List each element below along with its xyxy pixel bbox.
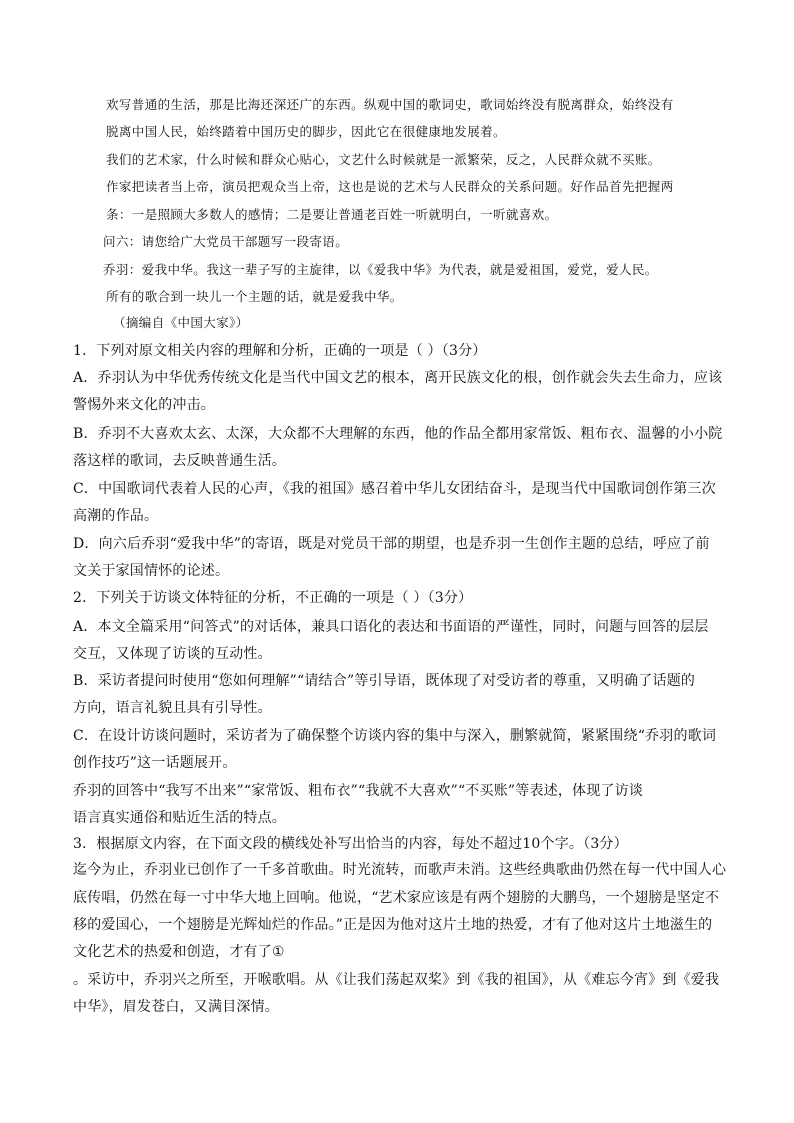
passage-line: 作家把读者当上帝，演员把观众当上帝，这也是说的艺术与人民群众的关系问题。好作品首先把握两 <box>106 179 674 194</box>
question-2-option-a: 交互，又体现了访谈的互动性。 <box>73 646 272 662</box>
question-2-option-c: C．在设计访谈问题时，采访者为了确保整个访谈内容的集中与深入，删繁就简，紧紧围绕“乔羽的歌词 <box>73 728 717 744</box>
question-1-option-c: C．中国歌词代表着人民的心声，《我的祖国》感召着中华儿女团结奋斗，是现当代中国歌词创作第三次 <box>73 481 716 497</box>
passage-line: 乔羽：爱我中华。我这一辈子写的主旋律，以《爱我中华》为代表，就是爱祖国，爱党，爱人民。 <box>103 262 658 277</box>
question-3-paragraph-with-blank <box>73 942 723 962</box>
question-2-option-c: 创作技巧”这一话题展开。 <box>73 755 237 771</box>
question-1-option-b: B．乔羽不大喜欢太玄、太深，大众都不大理解的东西，他的作品全都用家常饭、粗布衣、温馨的小小院 <box>73 426 723 442</box>
question-3-paragraph: 。采访中，乔羽兴之所至，开喉歌唱。从《让我们荡起双桨》到《我的祖国》，从《难忘今宵》到《爱我 <box>73 972 720 988</box>
question-2-option-d: 乔羽的回答中“我写不出来”“家常饭、粗布衣”“我就不大喜欢”“不买账”等表述，体现了访谈 <box>73 783 644 799</box>
question-1-stem: 1．下列对原文相关内容的理解和分析，正确的一项是（ ）（3分） <box>73 343 487 359</box>
question-2-option-d: 语言真实通俗和贴近生活的特点。 <box>73 810 286 826</box>
passage-line: 我们的艺术家，什么时候和群众心贴心，文艺什么时候就是一派繁荣，反之，人民群众就不买账。 <box>106 152 661 167</box>
question-2-stem: 2．下列关于访谈文体特征的分析，不正确的一项是（ ）（3分） <box>73 590 473 606</box>
question-3-stem: 3．根据原文内容，在下面文段的横线处补写出恰当的内容，每处不超过10个字。（3分） <box>73 836 628 852</box>
question-2-option-a: A．本文全篇采用“问答式”的对话体，兼具口语化的表达和书面语的严谨性，同时，问题与回答的层层 <box>73 619 709 635</box>
question-2-option-b: 方向，语言礼貌且具有引导性。 <box>73 700 272 716</box>
question-3-paragraph: 底传唱，仍然在每一寸中华大地上回响。他说，“艺术家应该是有两个翅膀的大鹏鸟，一个翅膀是坚定不 <box>73 890 720 906</box>
question-1-option-d: 文关于家国情怀的论述。 <box>73 563 230 579</box>
question-1-option-a: 警惕外来文化的冲击。 <box>73 397 215 413</box>
question-3-paragraph: 中华》，眉发苍白，又满目深情。 <box>73 999 279 1015</box>
answer-blank-1[interactable]: ① <box>271 944 285 960</box>
question-1-option-a: A．乔羽认为中华优秀传统文化是当代中国文艺的根本，离开民族文化的根，创作就会失去生命力，应该 <box>73 370 723 386</box>
question-2-option-b: B．采访者提问时使用“您如何理解”“请结合”等引导语，既体现了对受访者的尊重，又明确了话题的 <box>73 673 696 689</box>
passage-source: （摘编自《中国大家》） <box>113 315 249 330</box>
question-3-paragraph: 移的爱国心，一个翅膀是光辉灿烂的作品。”正是因为他对这片土地的热爱，才有了他对这片土地滋生的 <box>73 917 713 933</box>
passage-line: 所有的歌合到一块儿一个主题的话，就是爱我中华。 <box>106 289 403 304</box>
question-1-option-d: D．向六后乔羽“爱我中华”的寄语，既是对党员干部的期望，也是乔羽一生创作主题的总结，呼应了前 <box>73 536 710 552</box>
question-1-option-b: 落这样的歌词，去反映普通生活。 <box>73 453 286 469</box>
passage-line: 条：一是照顾大多数人的感情；二是要让普通老百姓一听就明白，一听就喜欢。 <box>106 207 558 222</box>
passage-line: 脱离中国人民，始终踏着中国历史的脚步，因此它在很健康地发展着。 <box>106 124 506 139</box>
question-3-paragraph: 文化艺术的热爱和创造，才有了 <box>73 944 272 960</box>
question-3-paragraph: 迄今为止，乔羽业已创作了一千多首歌曲。时光流转，而歌声未消。这些经典歌曲仍然在每一代中国人心 <box>73 862 727 878</box>
passage-line: 问六：请您给广大党员干部题写一段寄语。 <box>103 234 349 249</box>
passage-line: 欢写普通的生活，那是比海还深还广的东西。纵观中国的歌词史，歌词始终没有脱离群众，始终没有 <box>106 97 674 112</box>
question-1-option-c: 高潮的作品。 <box>73 508 159 524</box>
